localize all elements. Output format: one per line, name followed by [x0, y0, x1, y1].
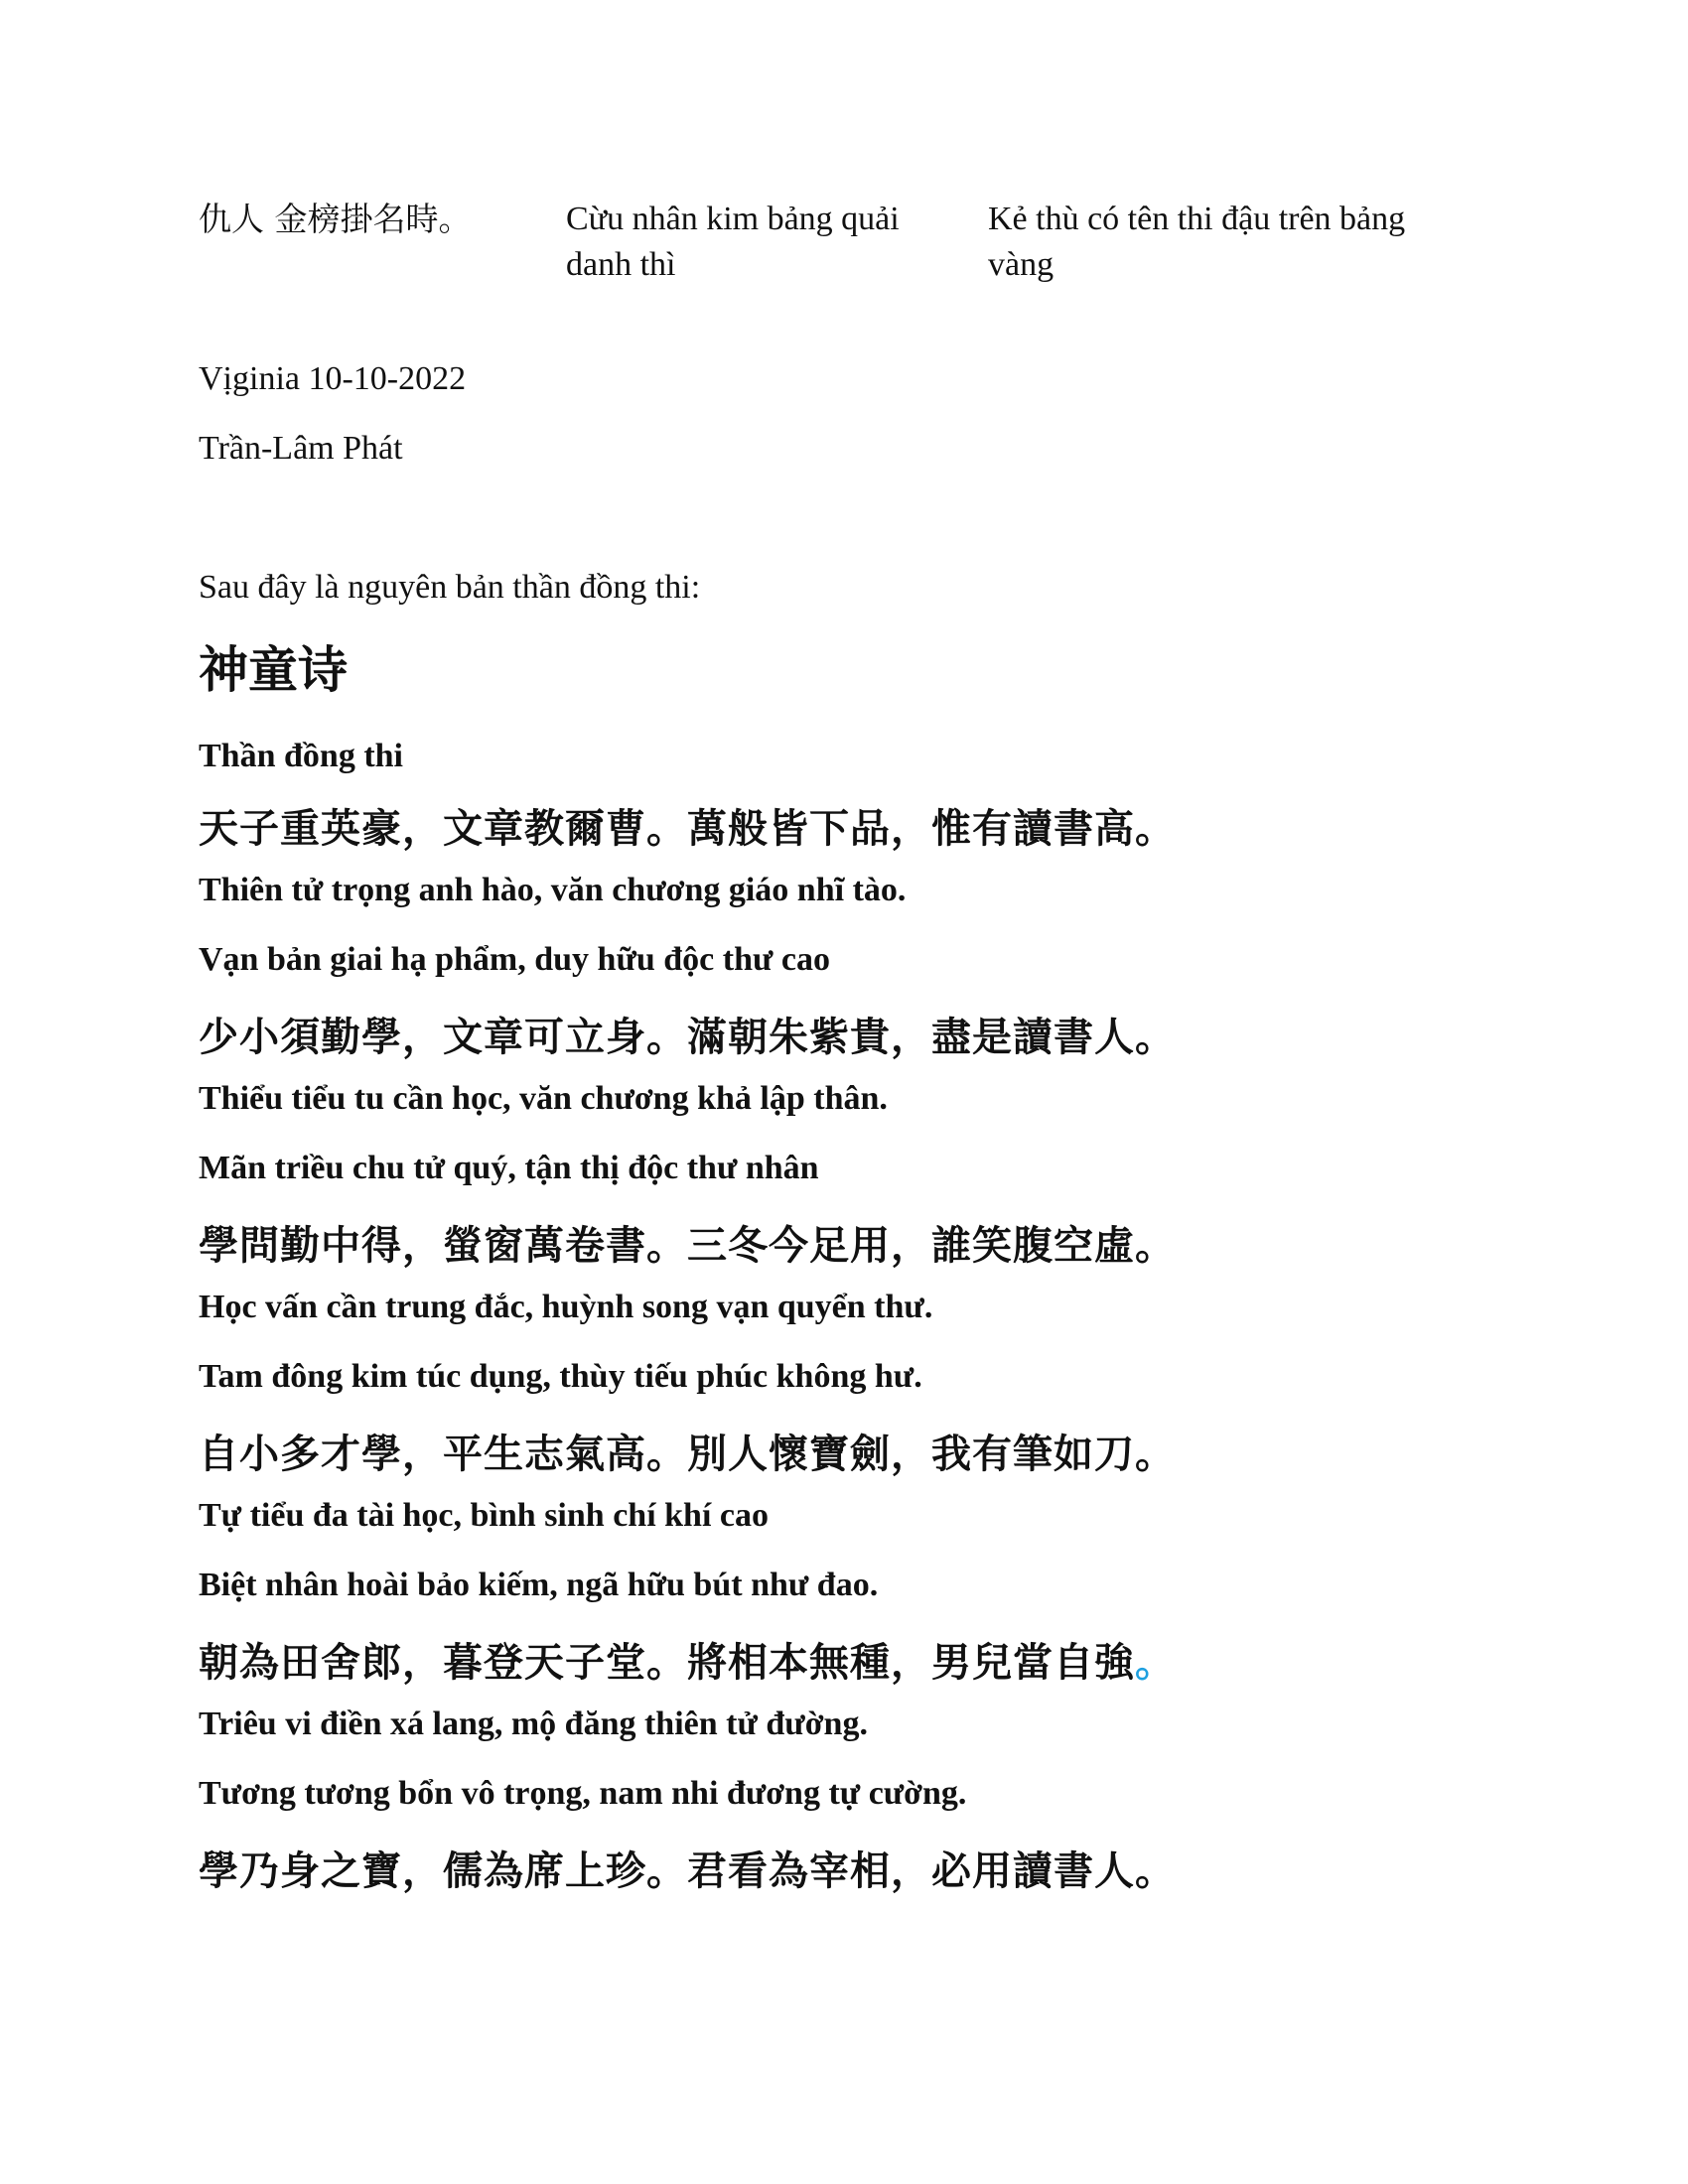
poem-body	[199, 799, 1489, 1911]
poem-title-vn: Thần đồng thi	[199, 738, 403, 774]
verse-han-4: 自小多才學，平生志氣高。別人懷寶劍，我有筆如刀。	[199, 1432, 1176, 1477]
verse-vn-2b: Mãn triều chu tử quý, tận thị độc thư nhân	[199, 1150, 819, 1186]
verse-vn-4a: Tự tiểu đa tài học, bình sinh chí khí cao	[199, 1497, 769, 1534]
verse-han-5	[199, 1633, 1489, 1703]
verse-han-3: 學問勤中得，螢窗萬卷書。三冬今足用，誰笑腹空虛。	[199, 1223, 1176, 1269]
verse-vn-5b: Tương tương bổn vô trọng, nam nhi đương tự cường.	[199, 1775, 967, 1812]
verse-vn-5a: Triêu vi điền xá lang, mộ đăng thiên tử đường.	[199, 1706, 868, 1742]
verse-vn-2a: Thiểu tiểu tu cần học, văn chương khả lập thân.	[199, 1080, 888, 1117]
intro-text: Sau đây là nguyên bản thần đồng thi:	[199, 569, 701, 606]
verse-vn-1a: Thiên tử trọng anh hào, văn chương giáo nhĩ tào.	[199, 872, 907, 908]
translation-row	[199, 197, 1440, 296]
sino-vietnamese-text: Cừu nhân kim bảng quải danh thì	[566, 201, 900, 283]
highlighted-full-stop: 。	[1135, 1640, 1176, 1686]
place-date: Vịginia 10-10-2022	[199, 360, 467, 397]
verse-vn-3b: Tam đông kim túc dụng, thùy tiếu phúc không hư.	[199, 1358, 922, 1395]
author-name: Trần-Lâm Phát	[199, 430, 403, 467]
poem-title-han: 神童诗	[199, 641, 348, 699]
verse-han-5-text: 朝為田舍郎，暮登天子堂。將相本無種，男兒當自強	[199, 1640, 1135, 1686]
verse-vn-3a: Học vấn cần trung đắc, huỳnh song vạn quyển thư.	[199, 1289, 933, 1325]
meaning-text: Kẻ thù có tên thi đậu trên bảng vàng	[988, 201, 1406, 283]
verse-han-1: 天子重英豪，文章教爾曹。萬般皆下品，惟有讀書高。	[199, 806, 1176, 852]
verse-vn-4b: Biệt nhân hoài bảo kiếm, ngã hữu bút như đao.	[199, 1567, 879, 1603]
verse-vn-1b: Vạn bản giai hạ phẩm, duy hữu độc thư cao	[199, 941, 830, 978]
verse-han-2: 少小須勤學，文章可立身。滿朝朱紫貴，盡是讀書人。	[199, 1015, 1176, 1060]
han-text: 仇人 金榜掛名時。	[199, 200, 472, 238]
verse-han-6: 學乃身之寶，儒為席上珍。君看為宰相，必用讀書人。	[199, 1848, 1176, 1894]
